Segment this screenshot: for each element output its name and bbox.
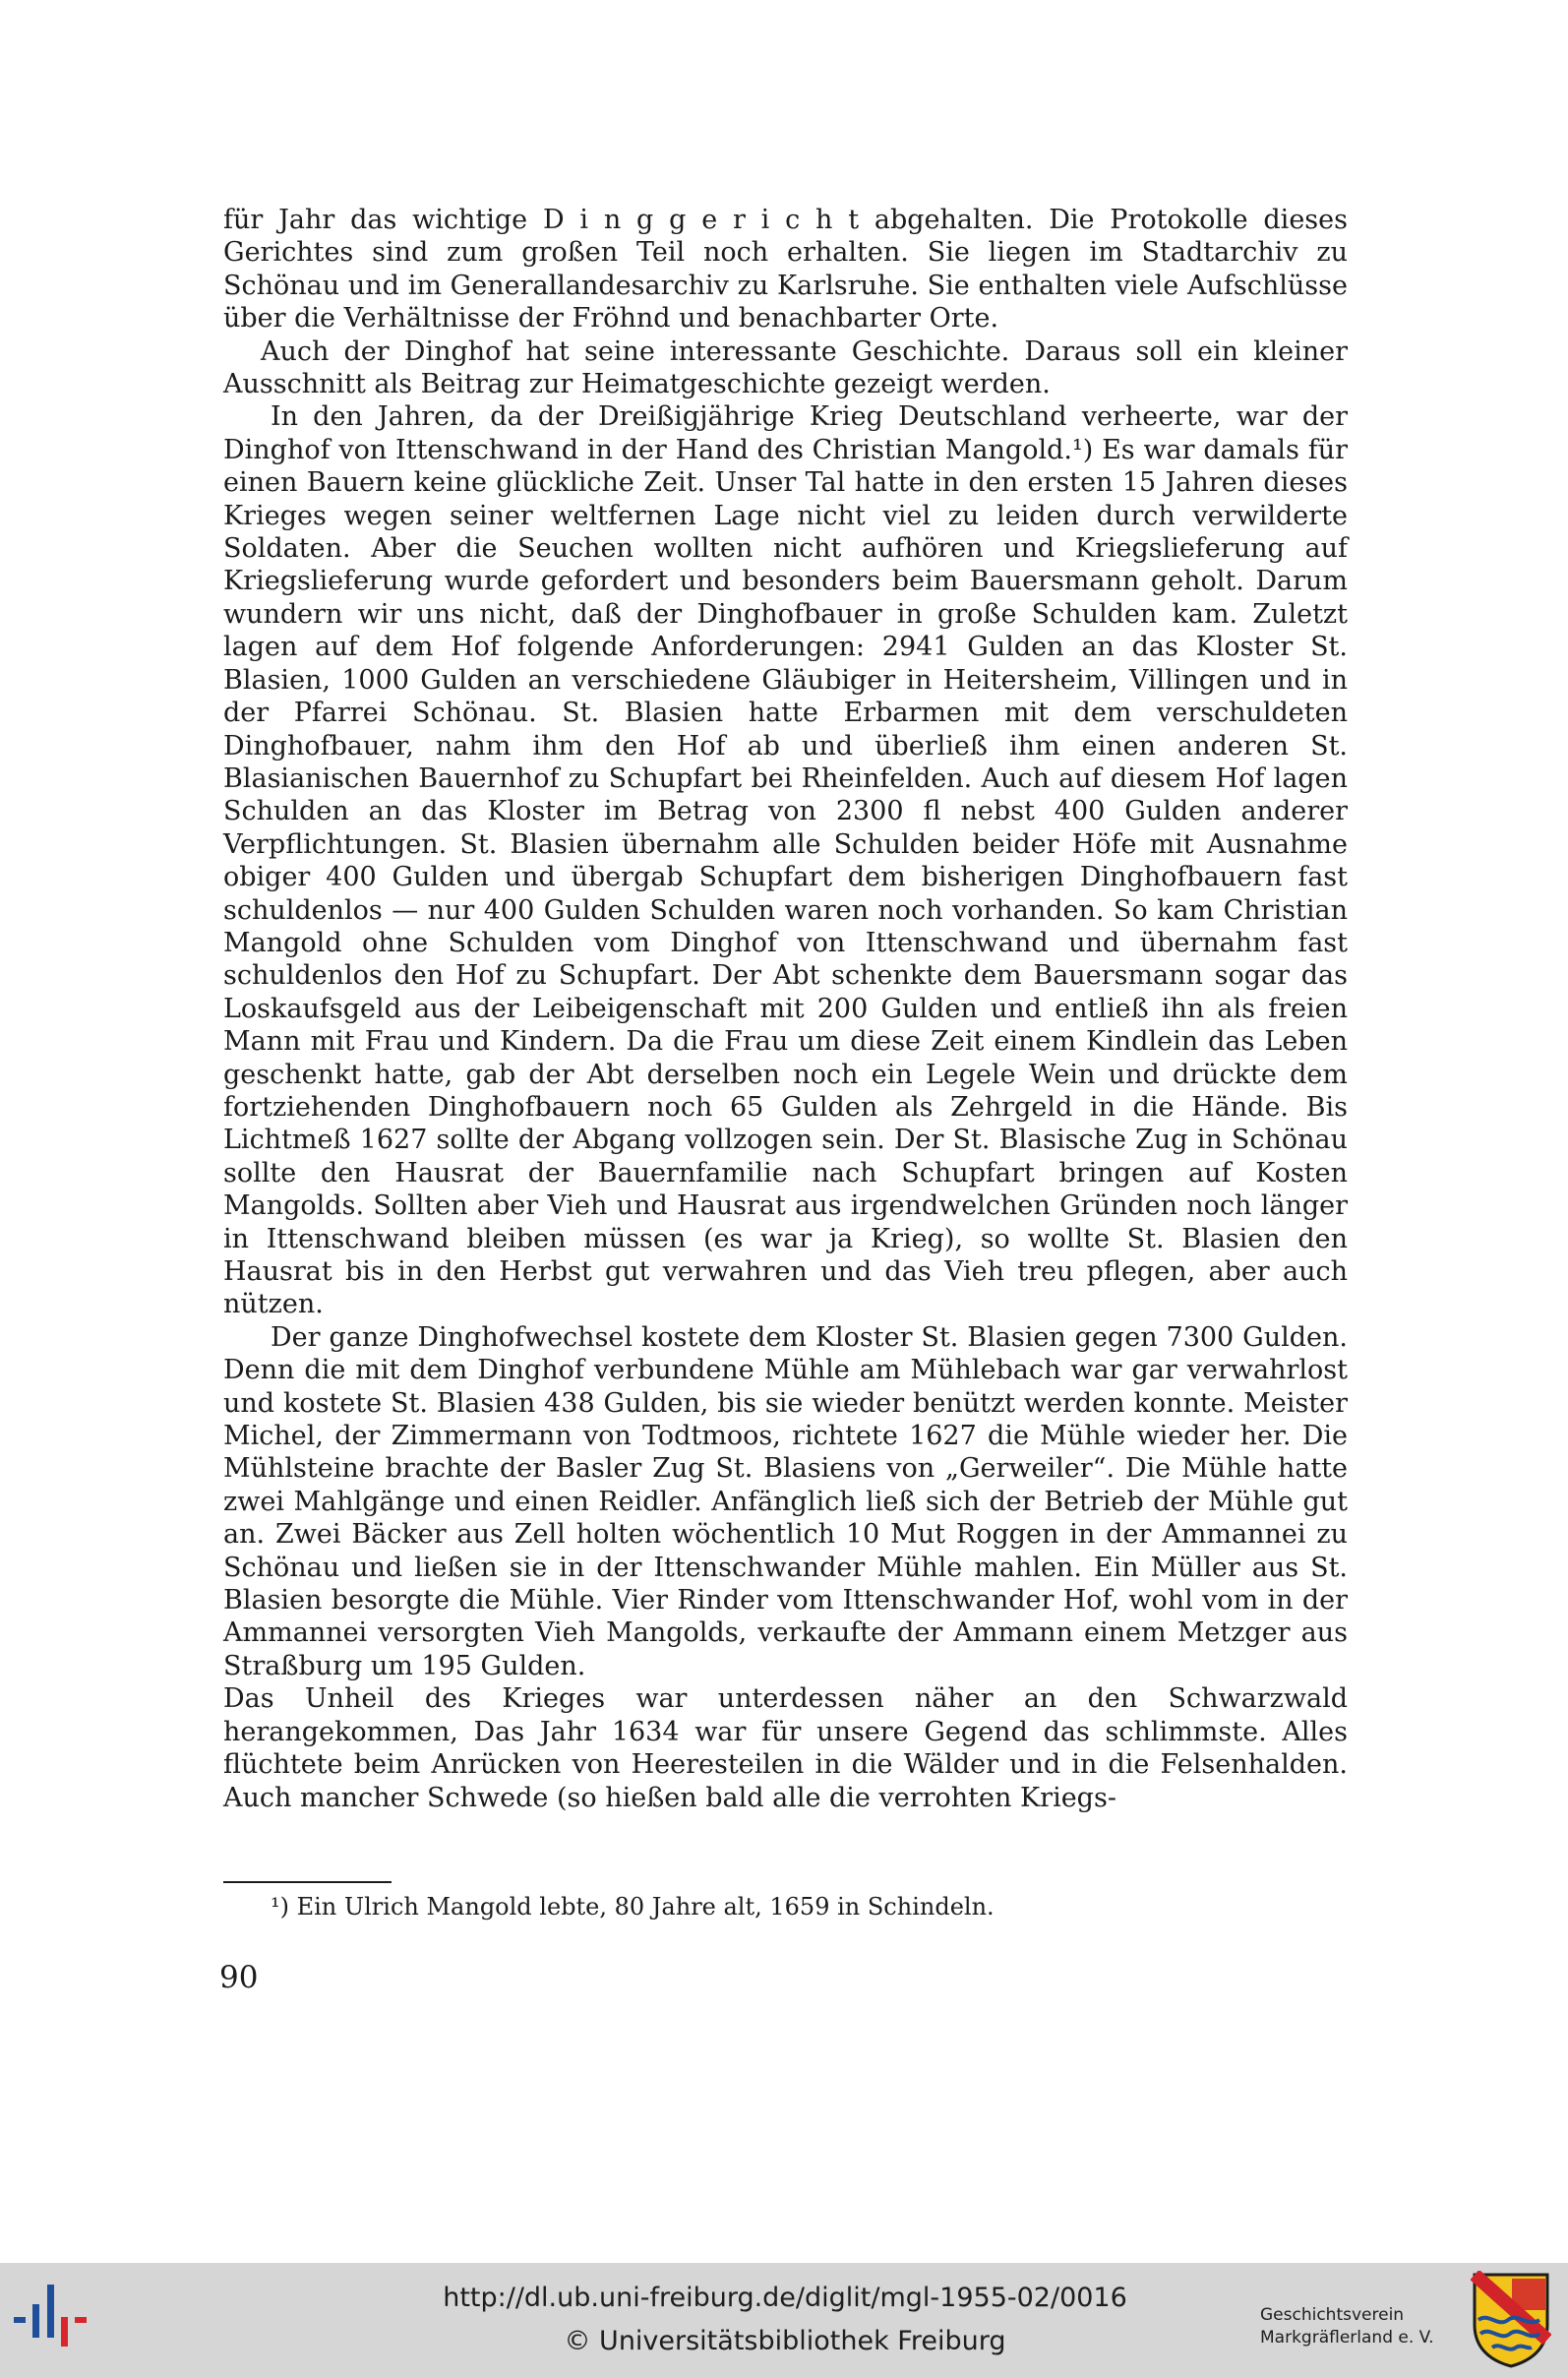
document-body [223,204,1348,1814]
paragraph: Auch der Dinghof hat seine interessante Geschichte. Daraus soll ein kleiner Ausschnitt als Beitrag zur Heimatgeschichte gezeigt werden. [223,335,1348,400]
paragraph: In den Jahren, da der Dreißigjährige Krieg Deutschland verheerte, war der Dinghof von Ittenschwand in der Hand des Christian Mangold.¹) Es war damals für einen Bauern keine glückliche Zeit. Unser Tal hatte in den ersten 15 Jahren dieses Krieges wegen seiner weltfernen Lage nicht viel zu leiden durch verwilderte Soldaten. Aber die Seuchen wollten nicht aufhören und Kriegslieferung auf Kriegslieferung wurde gefordert und besonders beim Bauersmann geholt. Darum wundern wir uns nicht, daß der Dinghofbauer in große Schulden kam. Zuletzt lagen auf dem Hof folgende Anforderungen: 2941 Gulden an das Kloster St. Blasien, 1000 Gulden an verschiedene Gläubiger in Heitersheim, Villingen und in der Pfarrei Schönau. St. Blasien hatte Erbarmen mit dem verschuldeten Dinghofbauer, nahm ihm den Hof ab und überließ ihm einen anderen St. Blasianischen Bauernhof zu Schupfart bei Rheinfelden. Auch auf diesem Hof lagen Schulden an das Kloster im Betrag von 2300 fl nebst 400 Gulden anderer Verpflichtungen. St. Blasien übernahm alle Schulden beider Höfe mit Ausnahme obiger 400 Gulden und übergab Schupfart dem bisherigen Dinghofbauern fast schuldenlos — nur 400 Gulden Schulden waren noch vorhanden. So kam Christian Mangold ohne Schulden vom Dinghof von Ittenschwand und übernahm fast schuldenlos den Hof zu Schupfart. Der Abt schenkte dem Bauersmann sogar das Loskaufsgeld aus der Leibeigenschaft mit 200 Gulden und entließ ihn als freien Mann mit Frau und Kindern. Da die Frau um diese Zeit einem Kindlein das Leben geschenkt hatte, gab der Abt derselben noch ein Legele Wein und drückte dem fortziehenden Dinghofbauern noch 65 Gulden als Zehrgeld in die Hände. Bis Lichtmeß 1627 sollte der Abgang vollzogen sein. Der St. Blasische Zug in Schönau sollte den Hausrat der Bauernfamilie nach Schupfart bringen auf Kosten Mangolds. Sollten aber Vieh und Hausrat aus irgendwelchen Gründen noch länger in Ittenschwand bleiben müssen (es war ja Krieg), so wollte St. Blasien den Hausrat bis in den Herbst gut verwahren und das Vieh treu pflegen, aber auch nützen. [223,401,1348,1320]
footer-copyright: © Universitätsbibliothek Freiburg [564,2326,1006,2356]
society-name-line1: Geschichtsverein [1260,2305,1405,2325]
paragraph: Der ganze Dinghofwechsel kostete dem Kloster St. Blasien gegen 7300 Gulden. Denn die mit dem Dinghof verbundene Mühle am Mühlebach war gar verwahrlost und kostete St. Blasien 438 Gulden, bis sie wieder benützt werden konnte. Meister Michel, der Zimmermann von Todtmoos, richtete 1627 die Mühle wieder her. Die Mühlsteine brachte der Basler Zug St. Blasiens von „Gerweiler“. Die Mühle hatte zwei Mahlgänge und einen Reidler. Anfänglich ließ sich der Betrieb der Mühle gut an. Zwei Bäcker aus Zell holten wöchentlich 10 Mut Roggen in der Ammannei zu Schönau und ließen sie in der Ittenschwander Mühle mahlen. Ein Müller aus St. Blasien besorgte die Mühle. Vier Rinder vom Ittenschwander Hof, wohl vom in der Ammannei versorgten Vieh Mangolds, verkaufte der Ammann einem Metzger aus Straßburg um 195 Gulden. [223,1321,1348,1681]
footer-permalink[interactable]: http://dl.ub.uni-freiburg.de/diglit/mgl-1955-02/0016 [443,2283,1127,2313]
ub-freiburg-logo-icon [14,2285,96,2353]
society-name-line2: Markgräflerland e. V. [1260,2328,1434,2348]
society-name [1260,2304,1457,2349]
footnote: ¹) Ein Ulrich Mangold lebte, 80 Jahre alt, 1659 in Schindeln. [271,1893,995,1921]
page-number: 90 [219,1960,259,1995]
paragraph: für Jahr das wichtige D i n g g e r i c h t abgehalten. Die Protokolle dieses Gerichtes sind zum großen Teil noch erhalten. Sie liegen im Stadtarchiv zu Schönau und im Generallandesarchiv zu Karlsruhe. Sie enthalten viele Aufschlüsse über die Verhältnisse der Fröhnd und benachbarter Orte. [223,205,1348,335]
footnote-divider [223,1881,392,1883]
paragraph: Das Unheil des Krieges war unterdessen näher an den Schwarzwald herangekommen, Das Jahr 1634 war für unsere Gegend das schlimmste. Alles flüchtete beim Anrücken von Heeresteilen in die Wälder und in die Felsenhalden. Auch mancher Schwede (so hießen bald alle die verrohten Kriegs- [223,1683,1348,1813]
markgraeflerland-crest-icon [1471,2271,1551,2369]
